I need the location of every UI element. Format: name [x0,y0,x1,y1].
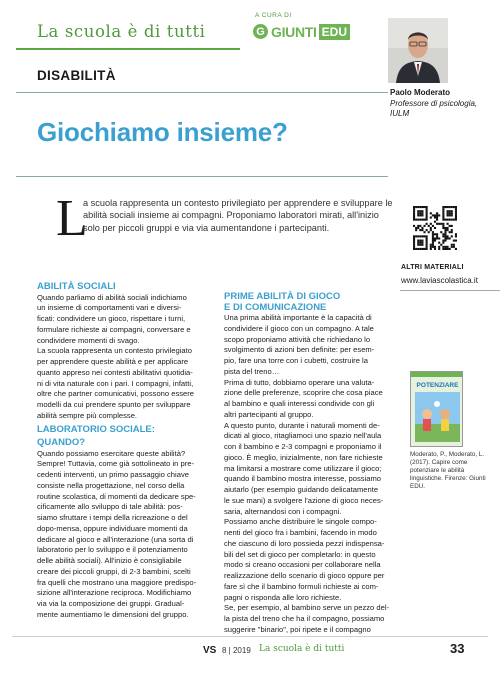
right-column-text-line: quando il bambino mostra interesse, possiamo [224,474,382,484]
lead-line: a scuola rappresenta un contesto privilegiato per apprendere e sviluppare le [83,198,393,208]
right-column-text-line: al bambino e quali interessi condivide con gli [224,399,375,408]
left-column-text-line: formulare richieste ai compagni, conversare e [37,324,191,334]
logo-badge: EDU [319,24,350,40]
left-column-text-line: abilità sempre più complesse. [37,410,138,420]
left-column-text-line: consiste nella progettazione, nel corso della [37,480,185,490]
left-column-text-line: ni di vita naturale con i pari. I compagni, infatti, [37,378,194,388]
right-column-text-line: che ciascuno di loro possieda pezzi indispensa- [224,538,385,548]
qr-url-link[interactable]: www.laviascolastica.it [401,276,478,285]
right-column-text-line: realizzazione dello scenario di gioco oppure per [224,571,385,580]
right-column-text-line: saria, alternandosi con i compagni. [224,506,342,516]
giunti-edu-logo [253,22,350,41]
header-rule [16,48,240,50]
left-column-text-line: oltre che partner comunicativi, possono essere [37,389,195,399]
lead-dropcap: L [56,190,88,247]
left-column-text-line: siamo sfruttare i tempi della ricreazione o del [37,513,188,522]
left-column-text-line: dedicare al gioco e all'interazione (una sorta di [37,534,194,544]
left-column-text-line: fra quelli che mostrano una maggiore predispo- [37,577,197,587]
author-role: Professore di psicologia, IULM [390,99,478,118]
right-column-text-line: le sue mani) a svolgere l'azione di gioco neces- [224,495,384,505]
book-cover [410,371,463,447]
qr-code-icon[interactable] [413,206,457,250]
left-column-text-line: condividere momenti di svago. [37,335,140,345]
left-column-text-line: delle abilità sociali). All'inizio è consigliabile [37,556,182,565]
right-column-text-line: pista del treno… [224,366,280,376]
right-column-text-line: svolgimento di azioni ben definite: per esem- [224,345,375,355]
left-column-text-line: quanto appreso nei contesti abilitativi quotidia- [37,367,193,377]
right-column-text-line: ma limitarsi a mostrare come utilizzare il gioco; [224,463,382,473]
left-column-text-line: Sempre! Tuttavia, come già sottolineato in pre- [37,459,195,469]
right-column-text-line: aiutarlo (per esempio guidando delicatamente [224,485,379,494]
right-column-text-line: Prima di tutto, dobbiamo operare una valuta- [224,377,375,387]
left-column-text-line: dopo-mensa, oppure individuare momenti da [37,523,188,533]
right-column-text-line: modo si creano occasioni per collaborare nella [224,560,381,570]
book-cover-illustration-icon [411,372,463,447]
lead-line: solo per piccoli gruppi e via via aumentandone i partecipanti. [83,222,330,233]
left-column-text-line: via via la composizione dei gruppi. Gradual- [37,599,185,608]
left-column-text-line: cificamente allo sviluppo di tale abilità: pos- [37,502,183,512]
right-column-text-line: gioco. È meglio, inizialmente, non fare richieste [224,452,383,462]
category-rule [16,92,388,93]
title-rule [16,176,388,177]
lead-line: abilità sociali insieme ai compagni. Proponiamo laboratori mirati, all'inizio [83,210,379,221]
right-column-text-line: zione delle preferenze, scoprire che cosa piace [224,388,383,398]
a-cura-di-label: A CURA DI [255,12,292,19]
left-column-text-line: un insieme di comportamenti vari e diversi- [37,303,182,313]
right-column-text-line: con il bambino e 2-3 compagni e proponiamo il [224,442,382,451]
left-column-text-line: mente aumentiamo le dimensioni del gruppo. [37,609,189,619]
right-column-text-line: Una prima abilità importante è la capacità di [224,313,372,322]
right-column-heading: PRIME ABILITÀ DI GIOCO [224,291,341,302]
right-column-text-line: pio, fare una torre con i cubetti, costruire la [224,356,368,365]
left-column-text-line: cedenti interventi, un primo passaggio chiave [37,470,189,479]
right-column [224,292,398,636]
left-column-text-line: ficati: condividere un gioco, rispettare i turni, [37,314,186,323]
author-name: Paolo Moderato [390,88,451,97]
category-label: DISABILITÀ [37,68,116,83]
right-column-text-line: scopo proponiamo attività che richiedano lo [224,334,371,344]
right-column-text-line: Se, per esempio, al bambino serve un pezzo del- [224,603,390,613]
right-column-text-line: A questo punto, durante i naturali momenti de- [224,420,380,430]
book-title: POTENZIARE [416,382,459,389]
right-column-text-line: altri partecipanti al gruppo. [224,409,314,419]
left-column [37,279,218,621]
left-column-text-line: routine scolastica, di momenti da dedicare spe- [37,491,196,501]
left-column-heading: ABILITÀ SOCIALI [37,281,116,292]
sidebar-rule [400,290,500,291]
right-column-text-line: pagni o risponda alle loro richieste. [224,592,342,602]
left-column-heading: QUANDO? [37,437,86,448]
left-column-text-line: modelli da cui prendere spunto per sviluppare [37,400,191,409]
logo-word: GIUNTI [271,23,317,40]
author-portrait-icon [388,18,448,83]
left-column-heading: LABORATORIO SOCIALE: [37,423,155,435]
giunti-g-icon: G [253,24,268,39]
left-column-text-line: La scuola rappresenta un contesto privilegiato [37,346,192,356]
left-column-text-line: laboratorio per lo sviluppo e il potenziamento [37,545,188,555]
article-title: Giochiamo insieme? [37,117,288,147]
book-caption: Moderato, P., Moderato, L. (2017). Capire come potenziare le abilità linguistiche. Firenze: Giunti EDU. [410,451,486,490]
right-column-text-line: suggerire "binario", poi ripete e il compagno [224,624,371,634]
footer-rule [12,636,488,637]
right-column-text-line: fare sì che il bambino formuli richieste ai com- [224,581,379,591]
left-column-text-line: creare dei piccoli gruppi, di 2-3 bambini, scelti [37,566,191,576]
left-column-text-line: Quando parliamo di abilità sociali indichiamo [37,292,187,302]
footer-vs-logo: VS [203,645,217,656]
right-column-heading: E DI COMUNICAZIONE [224,301,327,313]
right-column-text-line: nenti del gioco fra i bambini, facendo in modo [224,528,377,537]
left-column-text-line: Quando possiamo esercitare queste abilità? [37,448,186,458]
left-column-text-line: sizione all'interazione reciproca. Modifichiamo [37,588,192,598]
lead-paragraph [83,197,403,234]
qr-label: ALTRI MATERIALI [401,264,464,271]
footer-issue: 8 | 2019 [222,646,251,655]
author-photo [388,18,448,83]
magazine-section-title: La scuola è di tutti [37,22,206,41]
footer-magazine-title: La scuola è di tutti [259,644,345,654]
page-number: 33 [450,641,465,656]
right-column-text-line: Possiamo anche distribuire le singole compo- [224,517,377,527]
right-column-text-line: bili del set di gioco per completarlo: in questo [224,549,376,559]
right-column-text-line: dicati al gioco, ritagliamoci uno spazio nell'aula [224,431,382,441]
right-column-text-line: condividere il gioco con un compagno. A tale [224,323,374,333]
left-column-text-line: per apprendere queste abilità e per applicare [37,357,189,366]
right-column-text-line: la pista del treno che ha il compagno, possiamo [224,614,385,623]
